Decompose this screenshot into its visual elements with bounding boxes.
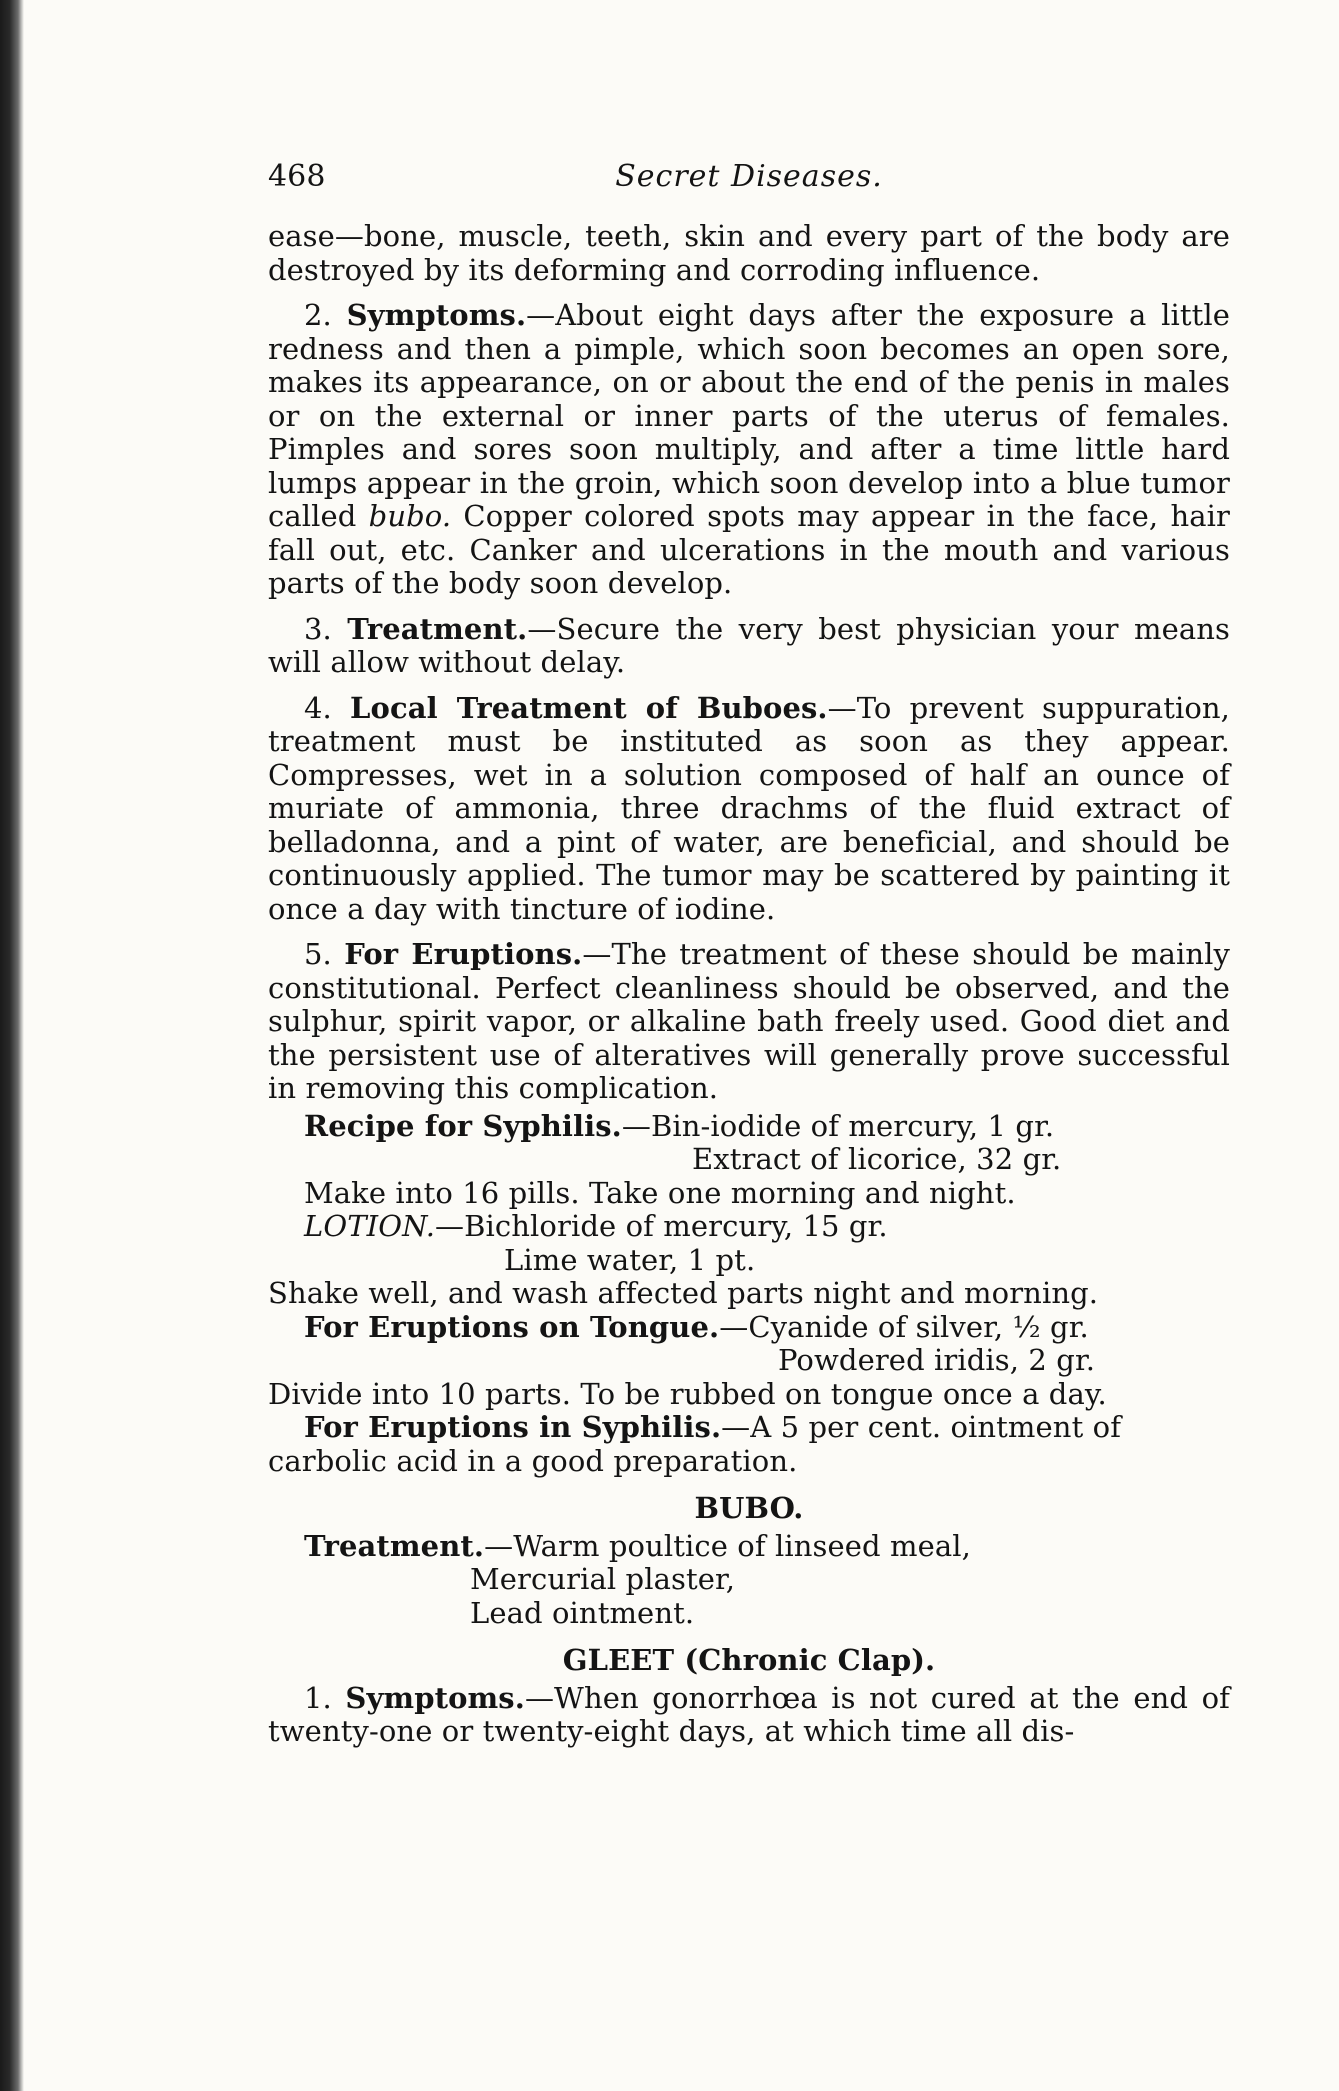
section-heading: For Eruptions. [344,937,583,971]
recipe-instruction: Make into 16 pills. Take one morning and night. [304,1175,1016,1210]
tongue-instruction: Divide into 10 parts. To be rubbed on tongue once a day. [268,1376,1107,1411]
recipe-block [268,1110,1230,1479]
tongue-heading: For Eruptions on Tongue. [304,1309,720,1344]
paragraph-continuation: ease—bone, muscle, teeth, skin and every part of the body are destroyed by its deforming and corroding influence. [268,219,1230,287]
lotion-line [268,1210,1230,1244]
recipe-line [268,1110,1230,1144]
bubo-heading: Treatment. [304,1528,485,1563]
section-number: 1. [304,1680,346,1715]
bubo-treatment [268,1530,1230,1631]
section-number: 3. [304,611,348,646]
lotion-ingredient: —Bichloride of mercury, 15 gr. [435,1209,888,1243]
syphilis-eruptions-text: carbolic acid in a good preparation. [268,1443,798,1478]
page-header [268,150,1230,216]
lotion-ingredient: Lime water, 1 pt. [504,1242,756,1277]
emphasis-term: bubo. [368,499,452,533]
syphilis-eruptions-line [268,1411,1230,1445]
tongue-ingredient: Powdered iridis, 2 gr. [778,1343,1096,1377]
paragraph-treatment [268,613,1230,680]
bubo-line [268,1530,1230,1564]
page-number: 468 [268,159,326,194]
section-heading: Local Treatment of Buboes. [350,690,828,725]
section-number: 4. [304,690,351,725]
section-number: 2. [304,298,347,332]
book-page [268,150,1230,1749]
paragraph-local-treatment [268,692,1230,927]
syphilis-eruptions-text: —A 5 per cent. ointment of [721,1410,1122,1444]
book-spine-shadow [0,0,24,2091]
section-heading: Symptoms. [345,1680,525,1715]
recipe-heading: Recipe for Syphilis. [304,1108,622,1143]
tongue-ingredient: —Cyanide of silver, ½ gr. [719,1309,1089,1344]
lotion-heading: LOTION. [304,1209,436,1243]
section-heading: Treatment. [347,611,528,646]
section-text: —When gonorrhœa is not cured at the end of twenty-one or twenty-eight days, at which time all dis- [268,1680,1230,1748]
tongue-line [268,1311,1230,1345]
lotion-instruction: Shake well, and wash affected parts night and morning. [268,1276,1099,1310]
section-text-cont: Copper colored spots may appear in the face, hair fall out, etc. Canker and ulcerations in the mouth and various parts of the body soon develop. [268,499,1230,600]
section-text: —To prevent suppuration, treatment must be instituted as soon as they appear. Compresses, wet in a solution composed of half an ounce of muriate of ammonia, three drachms of the fluid extract of belladonna, and a pint of water, are beneficial, and should be continuously applied. The tumor may be scattered by painting it once a day with tincture of iodine. [268,690,1230,926]
syphilis-eruptions-heading: For Eruptions in Syphilis. [304,1410,722,1444]
section-number: 5. [304,937,345,971]
paragraph-gleet-symptoms [268,1682,1230,1749]
bubo-remedy: Mercurial plaster, [470,1562,736,1596]
section-title-gleet: GLEET (Chronic Clap). [562,1643,936,1677]
recipe-ingredient: —Bin-iodide of mercury, 1 gr. [621,1108,1055,1143]
section-heading: Symptoms. [346,298,527,332]
section-title-bubo: BUBO. [694,1491,804,1525]
paragraph-symptoms [268,299,1230,601]
bubo-remedy: Lead ointment. [470,1595,695,1630]
paragraph-eruptions [268,938,1230,1106]
recipe-ingredient: Extract of licorice, 32 gr. [692,1142,1062,1176]
section-text: —The treatment of these should be mainly constitutional. Perfect cleanliness should be observed, and the sulphur, spirit vapor, or alkaline bath freely used. Good diet and the persistent use of alteratives will generally prove successful in removing this complication. [268,937,1231,1105]
bubo-remedy: —Warm poultice of linseed meal, [484,1528,971,1563]
section-text: —About eight days after the exposure a little redness and then a pimple, which soon becomes an open sore, makes its appearance, on or about the end of the penis in males or on the external or inner parts of the uterus of females. Pimples and sores soon multiply, and after a time little hard lumps appear in the groin, which soon develop into a blue tumor called [268,298,1230,533]
running-title: Secret Diseases. [615,159,883,194]
section-text: —Secure the very best physician your means will allow without delay. [268,611,1231,679]
